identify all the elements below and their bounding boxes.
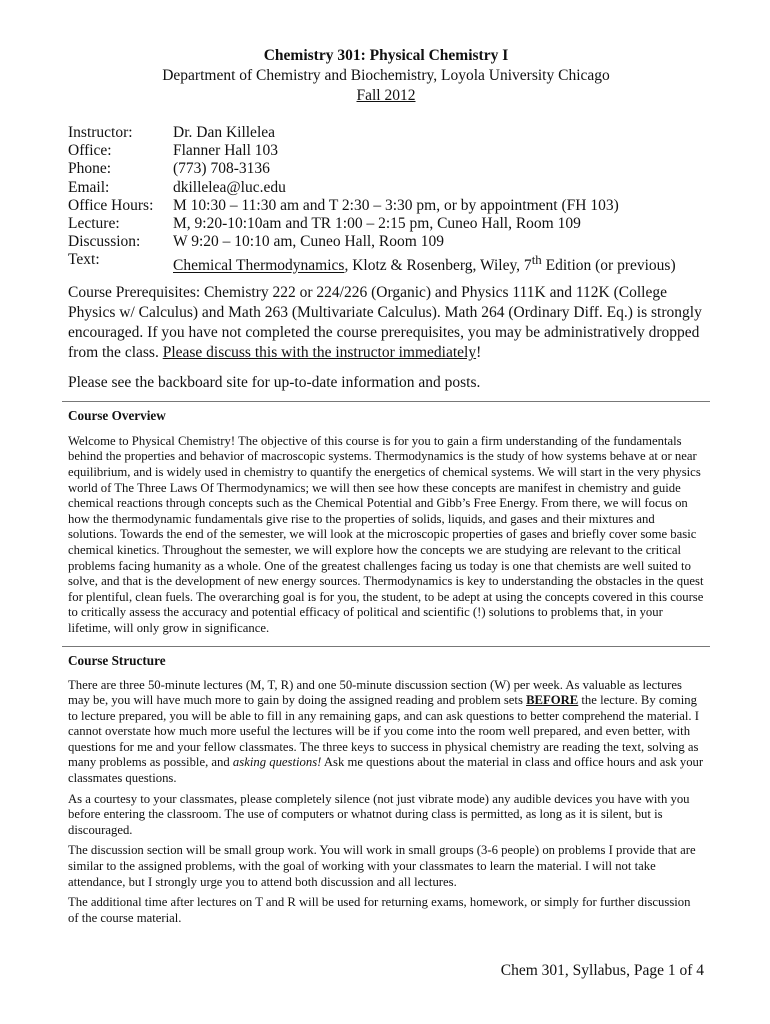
textbook-title: Chemical Thermodynamics [173, 257, 345, 275]
info-value: W 9:20 – 10:10 am, Cuneo Hall, Room 109 [173, 233, 444, 251]
info-label: Discussion: [68, 233, 141, 251]
page-footer: Chem 301, Syllabus, Page 1 of 4 [500, 962, 704, 979]
prerequisites-text: Course Prerequisites: Chemistry 222 or 224/226 (Organic) and Physics 111K and 112K (College Physics w/ Calculus) and Math 263 (Multivariate Calculus). Math 264 (Ordinary Diff. Eq.) is strongly encouraged. If you have not completed the course prerequisites, you may be administratively dropped from the class. [68, 283, 702, 361]
edition-superscript: th [531, 252, 542, 268]
structure-paragraph: As a courtesy to your classmates, please completely silence (not just vibrate mode) any audible devices you have with you before entering the classroom. The use of computers or whatnot during class is permitted, as long as it is silent, but is discouraged. [68, 791, 690, 837]
structure-paragraph: The discussion section will be small group work. You will work in small groups (3-6 people) on problems I provide that are similar to the assigned problems, with the goal of working with your classmates to learn the material. I will not take attendance, but I strongly urge you to attend both discussion and all lectures. [68, 843, 696, 889]
prerequisites-paragraph [68, 283, 704, 363]
course-title: Chemistry 301: Physical Chemistry I [263, 47, 509, 64]
textbook-edition: Edition (or previous) [541, 257, 676, 275]
info-row-office [68, 142, 704, 160]
asking-questions-emphasis: asking questions! [232, 755, 322, 770]
info-label: Instructor: [68, 124, 133, 141]
info-label: Office Hours: [68, 196, 154, 214]
info-row-phone [68, 160, 704, 178]
course-info-block [68, 124, 704, 276]
document-header [68, 0, 704, 106]
info-label: Phone: [68, 160, 112, 178]
structure-paragraph: The additional time after lectures on T and R will be used for returning exams, homework, or simply for further discussion of the course material. [68, 895, 691, 925]
info-value: (773) 708-3136 [173, 160, 270, 178]
info-label: Office: [68, 142, 112, 160]
info-row-instructor [68, 124, 704, 142]
info-label: Text: [68, 251, 100, 269]
before-emphasis: BEFORE [526, 693, 579, 708]
info-row-office-hours [68, 197, 704, 215]
info-row-lecture [68, 215, 704, 233]
info-row-text [68, 251, 704, 275]
term-line: Fall 2012 [356, 87, 416, 104]
overview-heading: Course Overview [68, 407, 166, 423]
info-value: M 10:30 – 11:30 am and T 2:30 – 3:30 pm, or by appointment (FH 103) [173, 196, 619, 214]
info-value: Flanner Hall 103 [173, 142, 279, 160]
structure-heading: Course Structure [68, 652, 166, 668]
overview-paragraph: Welcome to Physical Chemistry! The objective of this course is for you to gain a firm understanding of the fundamentals behind the properties and behavior of macroscopic systems. Thermodynamics is the study of how systems behave at or near equilibrium, and is widely used in chemistry to quantify the energetics of chemical systems. We will start in the very physics world of The Three Laws Of Thermodynamics; we will then see how these concepts are manifest in chemistry and guide chemical reactions through concepts such as the Chemical Potential and Gibb’s Free Energy. From there, we will focus on how the thermodynamic fundamentals give rise to the properties of solids, liquids, and gases and their mixtures and solutions. Towards the end of the semester, we will look at the microscopic properties of gases and briefly cover some basic chemical kinetics. Throughout the semester, we will explore how the concepts we are studying are relevant to the critical problems facing humanity as a whole. One of the greatest challenges facing us today is one that chemists are well suited to solve, and that is the development of new energy sources. Thermodynamics is key to understanding the obstacles in the quest for plentiful, clean fuels. The overarching goal is for you, the student, to be adept at using the concepts covered in this course to critically assess the accuracy and potential efficacy of political and scientific (!) solutions to problems that, in your lifetime, will only grow in significance. [68, 433, 704, 635]
prerequisites-warning: Please discuss this with the instructor immediately [162, 343, 477, 361]
prerequisites-end: ! [476, 343, 482, 361]
paragraph-text: There are three 50-minute lectures (M, T, R) and one 50-minute discussion section (W) per week. As valuable as lectures may be, you will have much more to gain by doing the assigned reading and problem sets [68, 677, 682, 708]
section-divider [62, 401, 710, 402]
info-label: Lecture: [68, 215, 120, 233]
department-line: Department of Chemistry and Biochemistry, Loyola University Chicago [162, 67, 610, 84]
info-value: Dr. Dan Killelea [173, 124, 276, 141]
structure-body [68, 678, 704, 927]
info-value: M, 9:20-10:10am and TR 1:00 – 2:15 pm, Cuneo Hall, Room 109 [173, 215, 581, 233]
info-label: Email: [68, 178, 110, 196]
backboard-note: Please see the backboard site for up-to-date information and posts. [68, 373, 481, 391]
info-value: dkillelea@luc.edu [173, 178, 286, 196]
textbook-authors: , Klotz & Rosenberg, Wiley, 7 [344, 257, 532, 275]
paragraph-text: the lecture. By coming to lecture prepared, you will be able to fill in any remaining gaps, and can ask questions to better comprehend the material. I cannot overstate how much more useful the lectures will be if you come into the room well prepared, and even better, with questions for me and your fellow classmates. The three keys to success in physical chemistry are reading the text, solving as many problems as possible, and [68, 693, 699, 770]
info-row-email [68, 179, 704, 197]
section-divider [62, 646, 710, 647]
paragraph-text: Ask me questions about the material in class and office hours and ask your classmates questions. [68, 755, 704, 786]
info-value [173, 251, 704, 275]
structure-paragraph [68, 678, 704, 787]
info-row-discussion [68, 233, 704, 251]
